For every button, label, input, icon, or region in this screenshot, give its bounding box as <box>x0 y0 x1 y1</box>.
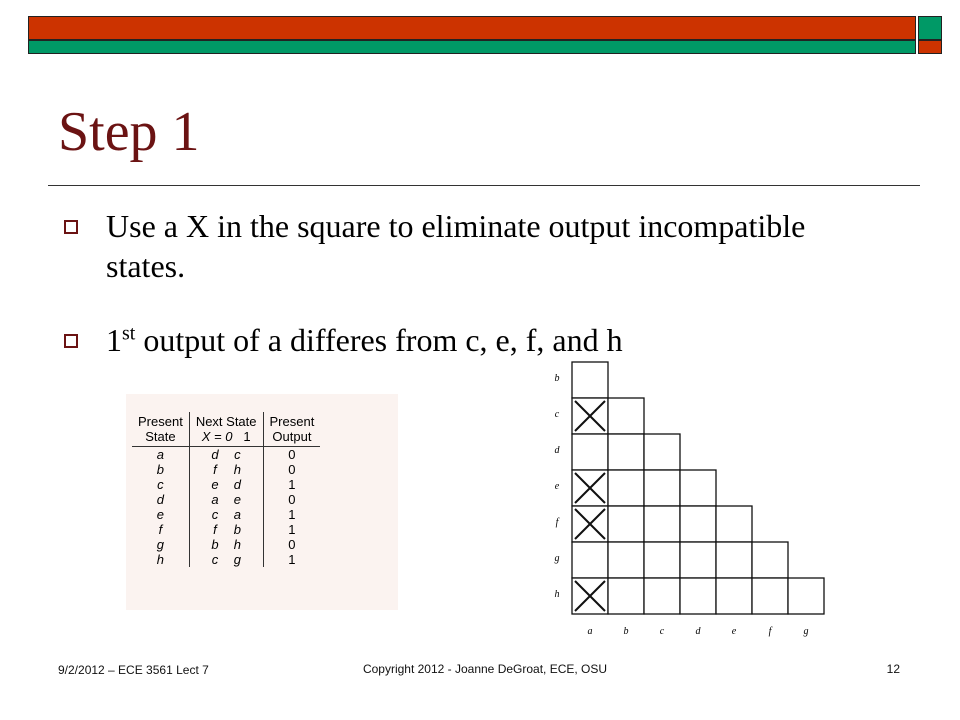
chart-cell <box>716 542 752 578</box>
state-cell: h <box>132 552 189 567</box>
output-cell: 0 <box>288 492 296 507</box>
next-state-x1-cell: h <box>226 537 263 552</box>
next-state-x0-cell: f <box>213 522 217 537</box>
state-cell: g <box>132 537 189 552</box>
next-state-x0-cell: f <box>213 462 217 477</box>
chart-cell <box>608 506 644 542</box>
next-state-x1-cell: d <box>226 477 263 492</box>
table-row <box>132 447 320 463</box>
row-label: b <box>554 373 560 384</box>
chart-cell <box>680 542 716 578</box>
row-label: h <box>554 589 560 600</box>
square-bullet-icon <box>64 220 78 234</box>
chart-cell <box>644 506 680 542</box>
output-cell: 0 <box>288 462 296 477</box>
state-cell: b <box>132 462 189 477</box>
state-table <box>132 412 320 567</box>
chart-cell <box>716 506 752 542</box>
table-row <box>132 522 320 537</box>
row-label: g <box>554 553 560 564</box>
next-state-x1-cell: b <box>226 522 263 537</box>
chart-cell <box>644 434 680 470</box>
state-cell: e <box>132 507 189 522</box>
chart-cell <box>752 578 788 614</box>
chart-cell <box>680 506 716 542</box>
corner-square-red <box>918 40 942 54</box>
output-cell: 1 <box>288 477 296 492</box>
chart-cell <box>680 578 716 614</box>
footer-date-course: 9/2/2012 – ECE 3561 Lect 7 <box>58 663 209 677</box>
slide-title: Step 1 <box>58 101 200 163</box>
output-cell: 1 <box>288 522 296 537</box>
next-state-x0-cell: c <box>211 552 219 567</box>
column-label: d <box>695 626 701 637</box>
square-bullet-icon <box>64 334 78 348</box>
table-row <box>132 552 320 567</box>
corner-square-green <box>918 16 942 40</box>
footer-copyright: Copyright 2012 - Joanne DeGroat, ECE, OSU <box>362 662 608 676</box>
chart-cell <box>788 578 824 614</box>
chart-cell <box>644 470 680 506</box>
row-label: f <box>555 517 559 528</box>
next-state-x1-cell: g <box>226 552 263 567</box>
next-state-x1-cell: c <box>226 447 263 463</box>
implication-chart-grid <box>538 356 838 626</box>
next-state-x1-cell: h <box>226 462 263 477</box>
top-bar-green <box>28 40 916 54</box>
table-row <box>132 507 320 522</box>
column-label: g <box>803 626 809 637</box>
table-row <box>132 462 320 477</box>
chart-cell <box>680 470 716 506</box>
state-cell: d <box>132 492 189 507</box>
output-cell: 1 <box>288 552 296 567</box>
state-cell: f <box>132 522 189 537</box>
state-cell: a <box>132 447 189 463</box>
chart-cell <box>572 362 608 398</box>
table-row <box>132 492 320 507</box>
chart-cell <box>716 578 752 614</box>
implication-chart <box>538 356 838 646</box>
row-label: c <box>554 409 560 420</box>
chart-cell <box>752 542 788 578</box>
next-state-x1-cell: e <box>226 492 263 507</box>
title-divider <box>48 185 920 186</box>
next-state-x1-cell: a <box>226 507 263 522</box>
row-label: d <box>554 445 560 456</box>
next-state-x0-cell: d <box>211 447 219 462</box>
output-cell: 0 <box>288 447 296 462</box>
column-label: b <box>623 626 629 637</box>
footer-page-number: 12 <box>886 662 900 676</box>
header-next-state: Next State X = 0 1 <box>189 412 263 447</box>
next-state-x0-cell: e <box>211 477 219 492</box>
output-cell: 0 <box>288 537 296 552</box>
header-present-state: Present State <box>132 412 189 447</box>
column-label: a <box>587 626 593 637</box>
bullet-item <box>64 206 924 296</box>
row-label: e <box>554 481 560 492</box>
next-state-x0-cell: c <box>211 507 219 522</box>
chart-cell <box>572 542 608 578</box>
state-table-image <box>126 394 398 610</box>
header-present-output: Present Output <box>263 412 320 447</box>
chart-cell <box>608 578 644 614</box>
chart-cell <box>608 470 644 506</box>
bullet-text: Use a X in the square to eliminate output incompatible states. <box>106 208 806 284</box>
table-row <box>132 477 320 492</box>
next-state-x0-cell: a <box>211 492 219 507</box>
table-row <box>132 537 320 552</box>
chart-cell <box>608 398 644 434</box>
chart-cell <box>644 578 680 614</box>
column-label: f <box>768 626 772 637</box>
chart-cell <box>572 434 608 470</box>
column-label: e <box>731 626 737 637</box>
bullet-text: 1st output of a differes from c, e, f, and h <box>106 322 623 358</box>
chart-cell <box>608 434 644 470</box>
next-state-x0-cell: b <box>211 537 219 552</box>
output-cell: 1 <box>288 507 296 522</box>
top-bar-red <box>28 16 916 40</box>
chart-cell <box>644 542 680 578</box>
chart-cell <box>608 542 644 578</box>
column-label: c <box>659 626 665 637</box>
state-cell: c <box>132 477 189 492</box>
